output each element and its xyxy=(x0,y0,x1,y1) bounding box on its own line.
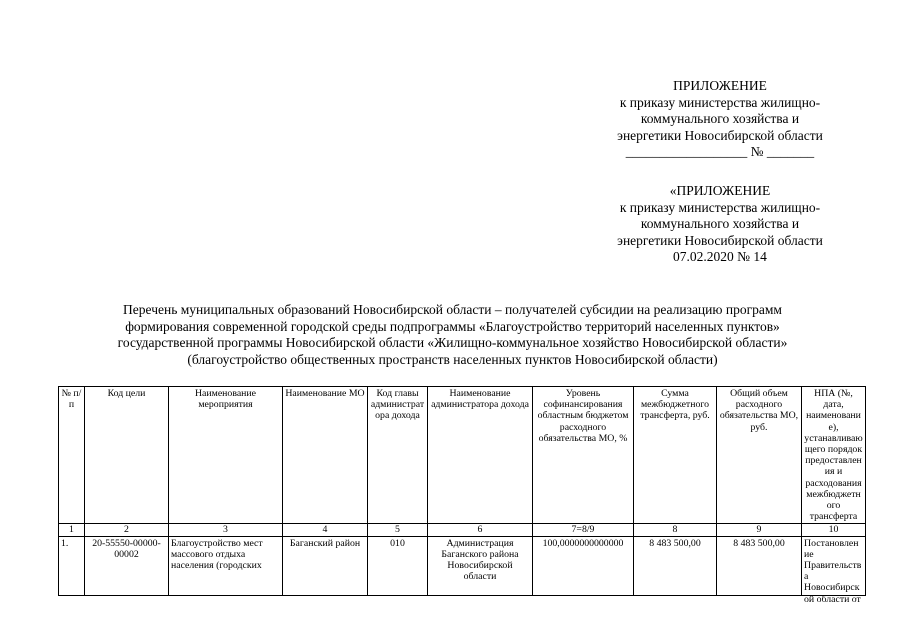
column-number: 1 xyxy=(59,524,85,536)
title-line: (благоустройство общественных пространств населенных пунктов Новосибирской области) xyxy=(187,351,718,367)
title-line: формирования современной городской среды подпрограммы «Благоустройство территорий населенных пунктов» xyxy=(125,318,780,334)
header-cell: Уровень софинансирования областным бюджетом расходного обязательства МО, % xyxy=(533,387,634,524)
header-cell: Наименование администратора дохода xyxy=(428,387,533,524)
title-line: государственной программы Новосибирской области «Жилищно-коммунальное хозяйство Новосибирской области» xyxy=(117,335,788,350)
npa-text: Постановление Правительства Новосибирской области от xyxy=(804,537,862,605)
target-code: 20-55550-00000-00002 xyxy=(85,536,169,595)
transfer-sum: 8 483 500,00 xyxy=(634,536,717,595)
admin-code: 010 xyxy=(368,536,428,595)
header-cell: № п/п xyxy=(59,387,85,524)
column-number-row xyxy=(59,524,866,536)
municipality-name: Баганский район xyxy=(283,536,368,595)
recipients-table xyxy=(58,386,866,605)
column-number: 2 xyxy=(85,524,169,536)
appendix-line: к приказу министерства жилищно- xyxy=(619,199,821,215)
event-name xyxy=(169,536,283,595)
appendix-line: энергетики Новосибирской области xyxy=(617,232,823,248)
column-number: 8 xyxy=(634,524,717,536)
column-number: 9 xyxy=(717,524,802,536)
header-cell: Сумма межбюджетного трансферта, руб. xyxy=(634,387,717,524)
total-obligation: 8 483 500,00 xyxy=(717,536,802,595)
row-number: 1. xyxy=(59,536,85,595)
cofinancing-level: 100,0000000000000 xyxy=(533,536,634,595)
appendix-line: энергетики Новосибирской области xyxy=(617,127,823,143)
table-row xyxy=(59,536,866,595)
header-cell: Наименование МО xyxy=(283,387,368,524)
table-header-row xyxy=(59,387,866,524)
header-cell: Наименование мероприятия xyxy=(169,387,283,524)
column-number: 4 xyxy=(283,524,368,536)
column-number: 5 xyxy=(368,524,428,536)
document-title xyxy=(40,302,865,368)
header-cell: Общий объем расходного обязательства МО, руб. xyxy=(717,387,802,524)
admin-name: Администрация Баганского района Новосибирской области xyxy=(428,536,533,595)
appendix-header xyxy=(560,78,880,161)
appendix-date-number: 07.02.2020 № 14 xyxy=(673,249,767,264)
header-cell: Код цели xyxy=(85,387,169,524)
title-line: Перечень муниципальных образований Новосибирской области – получателей субсидии на реализацию программ xyxy=(123,302,782,317)
column-number: 7=8/9 xyxy=(533,524,634,536)
header-cell: Код главы администратора дохода xyxy=(368,387,428,524)
npa-cell xyxy=(802,536,866,605)
column-number: 3 xyxy=(169,524,283,536)
appendix-title: «ПРИЛОЖЕНИЕ xyxy=(669,183,771,198)
appendix-line: коммунального хозяйства и xyxy=(640,216,800,231)
column-number: 6 xyxy=(428,524,533,536)
appendix-line: коммунального хозяйства и xyxy=(640,111,800,126)
appendix-line: к приказу министерства жилищно- xyxy=(619,94,821,110)
previous-appendix-header xyxy=(560,183,880,266)
column-number: 10 xyxy=(802,524,866,536)
event-name-text: Благоустройство мест массового отдыха населения (городских xyxy=(171,537,263,572)
appendix-title: ПРИЛОЖЕНИЕ xyxy=(673,78,767,93)
signature-line: __________________ № _______ xyxy=(625,144,815,159)
header-cell: НПА (№, дата, наименование), устанавливающего порядок предоставления и расходования межбюджетного трансферта xyxy=(802,387,866,524)
